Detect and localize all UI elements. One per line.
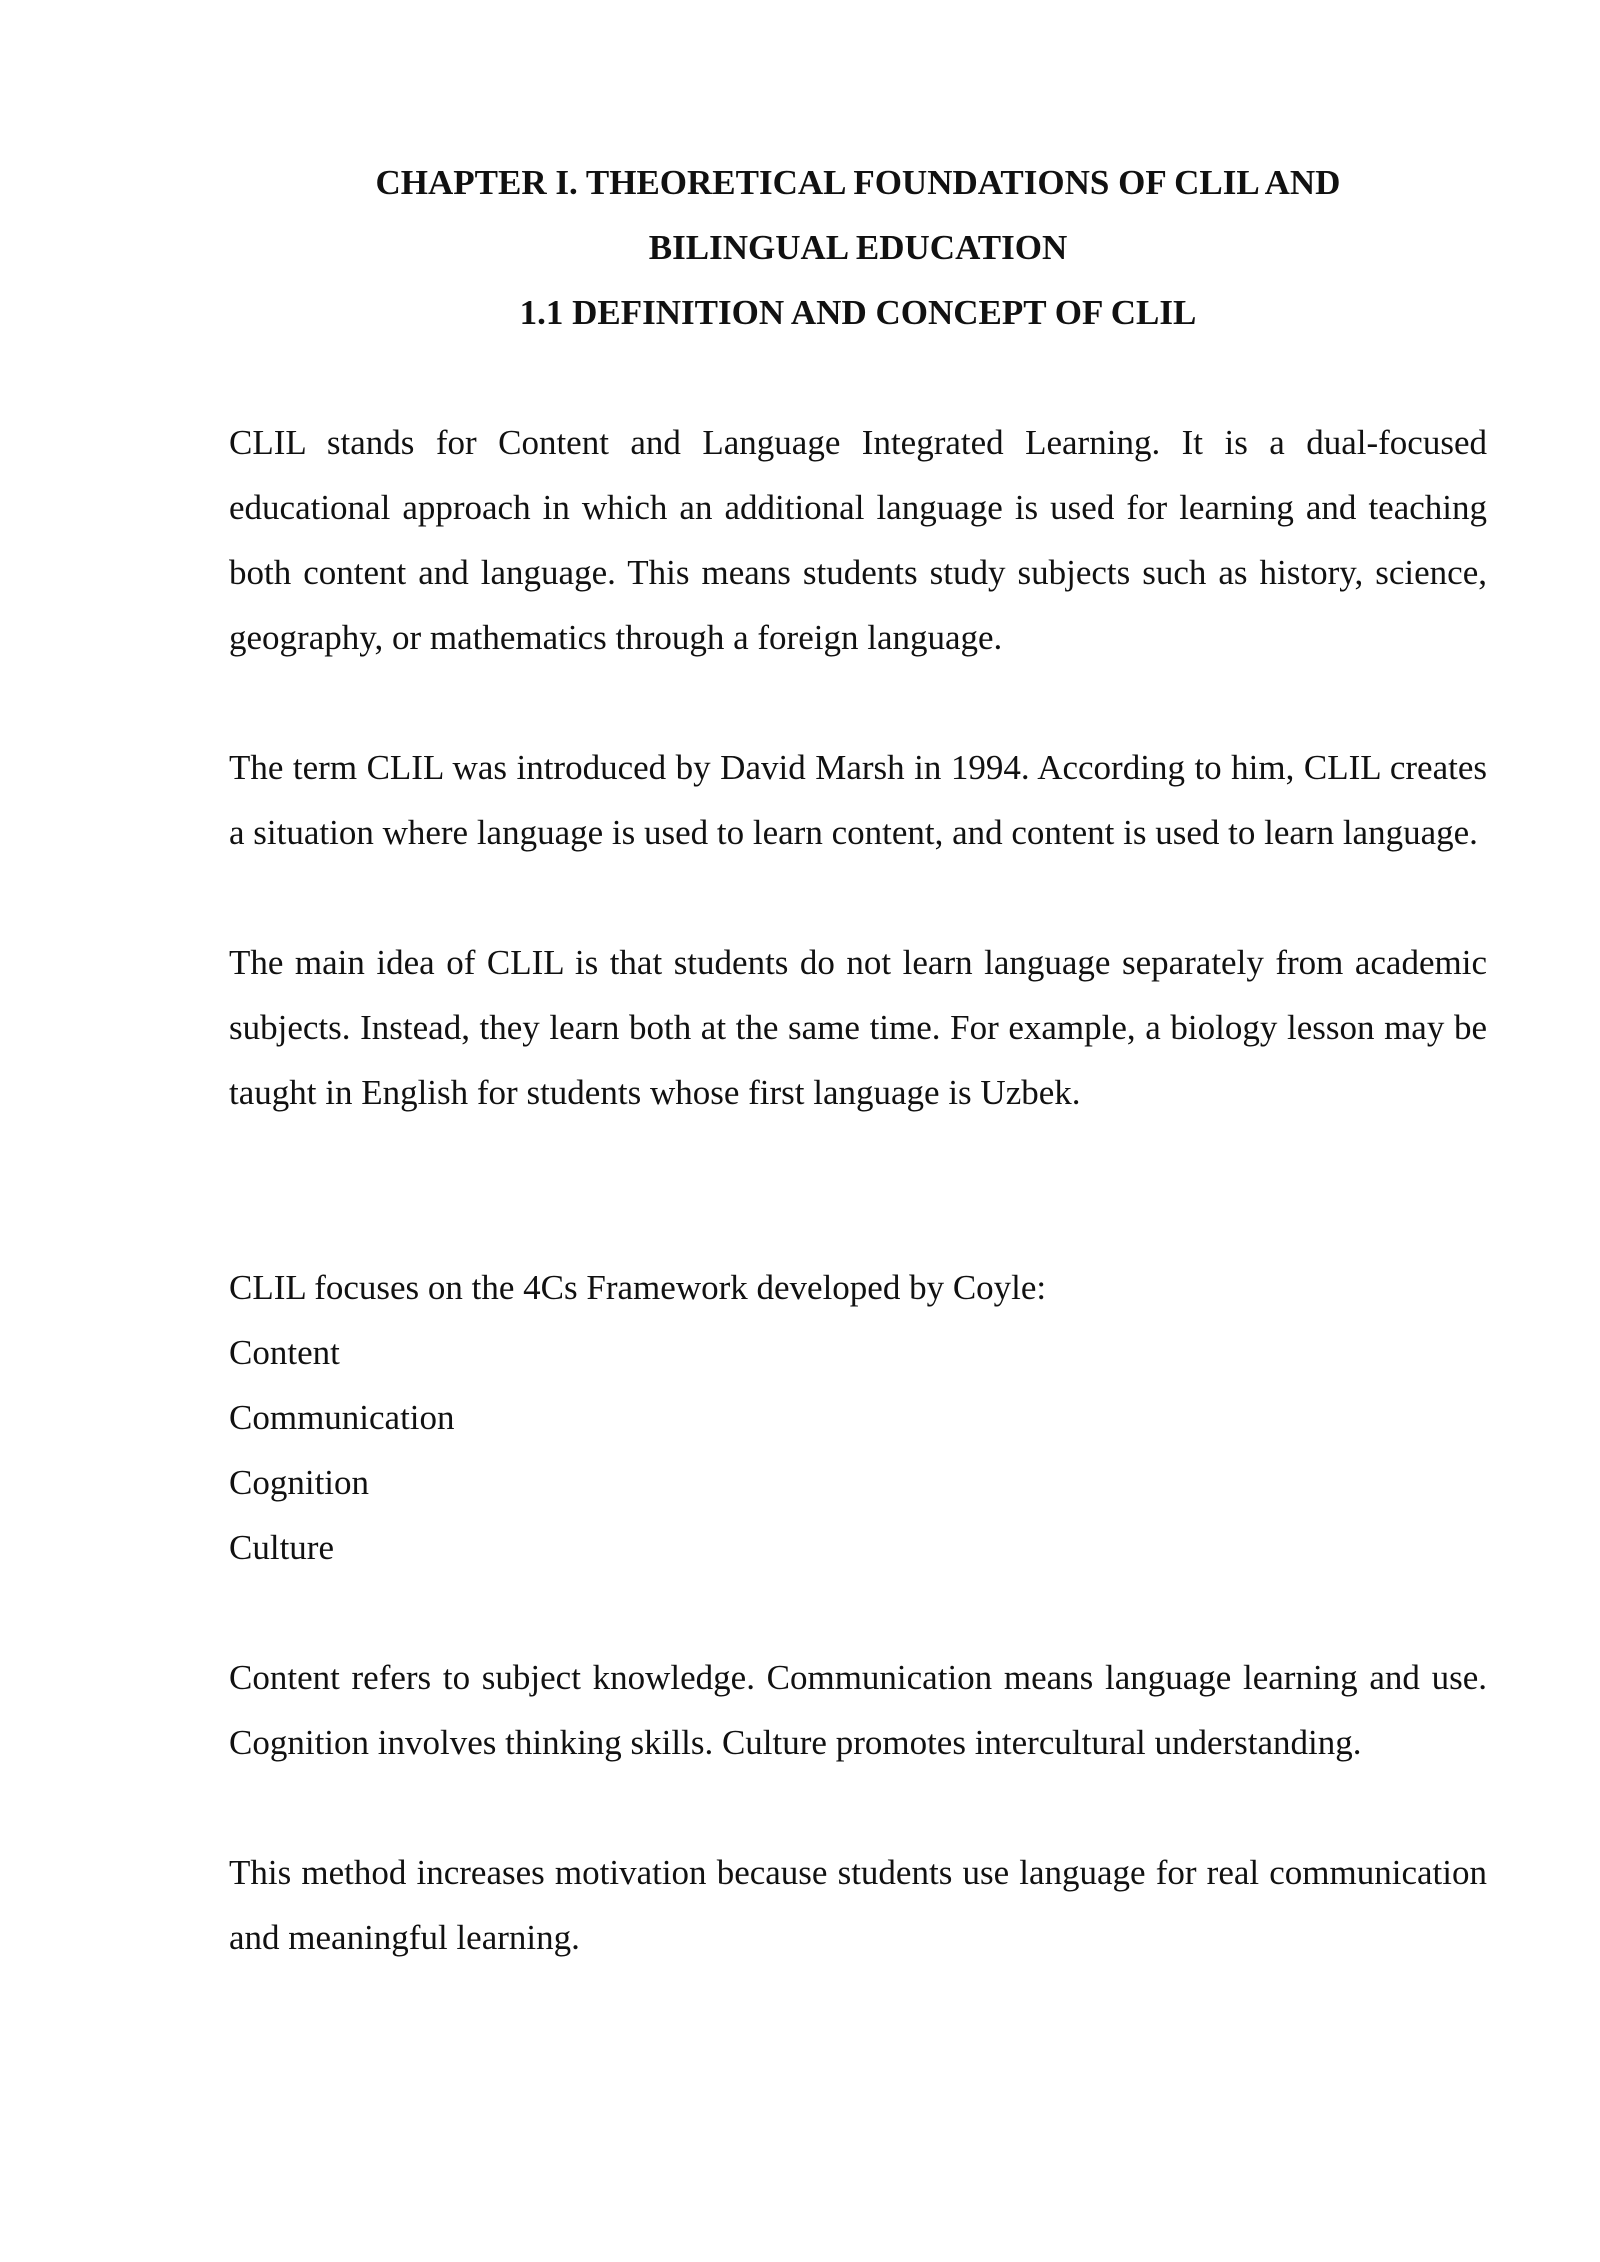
chapter-title-line-2: BILINGUAL EDUCATION	[648, 228, 1068, 267]
paragraph-4cs-explanation: Content refers to subject knowledge. Communication means language learning and use. Cognition involves thinking skills. Culture promotes intercultural understanding.	[229, 1658, 1487, 1762]
page-content	[229, 150, 1487, 2035]
list-item: Communication	[229, 1398, 455, 1437]
list-item: Cognition	[229, 1463, 370, 1502]
paragraph-clil-origin: The term CLIL was introduced by David Marsh in 1994. According to him, CLIL creates a situation where language is used to learn content, and content is used to learn language.	[229, 748, 1487, 852]
chapter-heading-block	[229, 150, 1487, 345]
paragraph-clil-main-idea: The main idea of CLIL is that students do not learn language separately from academic subjects. Instead, they learn both at the same time. For example, a biology lesson may be taught in English for students whose first language is Uzbek.	[229, 943, 1487, 1112]
framework-list	[229, 1320, 1487, 1580]
framework-intro: CLIL focuses on the 4Cs Framework developed by Coyle:	[229, 1268, 1047, 1307]
list-item: Content	[229, 1333, 340, 1372]
chapter-title-line-1: CHAPTER I. THEORETICAL FOUNDATIONS OF CLIL AND	[375, 163, 1341, 202]
list-item: Culture	[229, 1528, 334, 1567]
section-title: 1.1 DEFINITION AND CONCEPT OF CLIL	[519, 293, 1197, 332]
paragraph-clil-definition: CLIL stands for Content and Language Integrated Learning. It is a dual-focused educational approach in which an additional language is used for learning and teaching both content and language. This means students study subjects such as history, science, geography, or mathematics through a foreign language.	[229, 423, 1487, 657]
paragraph-motivation: This method increases motivation because students use language for real communication and meaningful learning.	[229, 1853, 1487, 1957]
